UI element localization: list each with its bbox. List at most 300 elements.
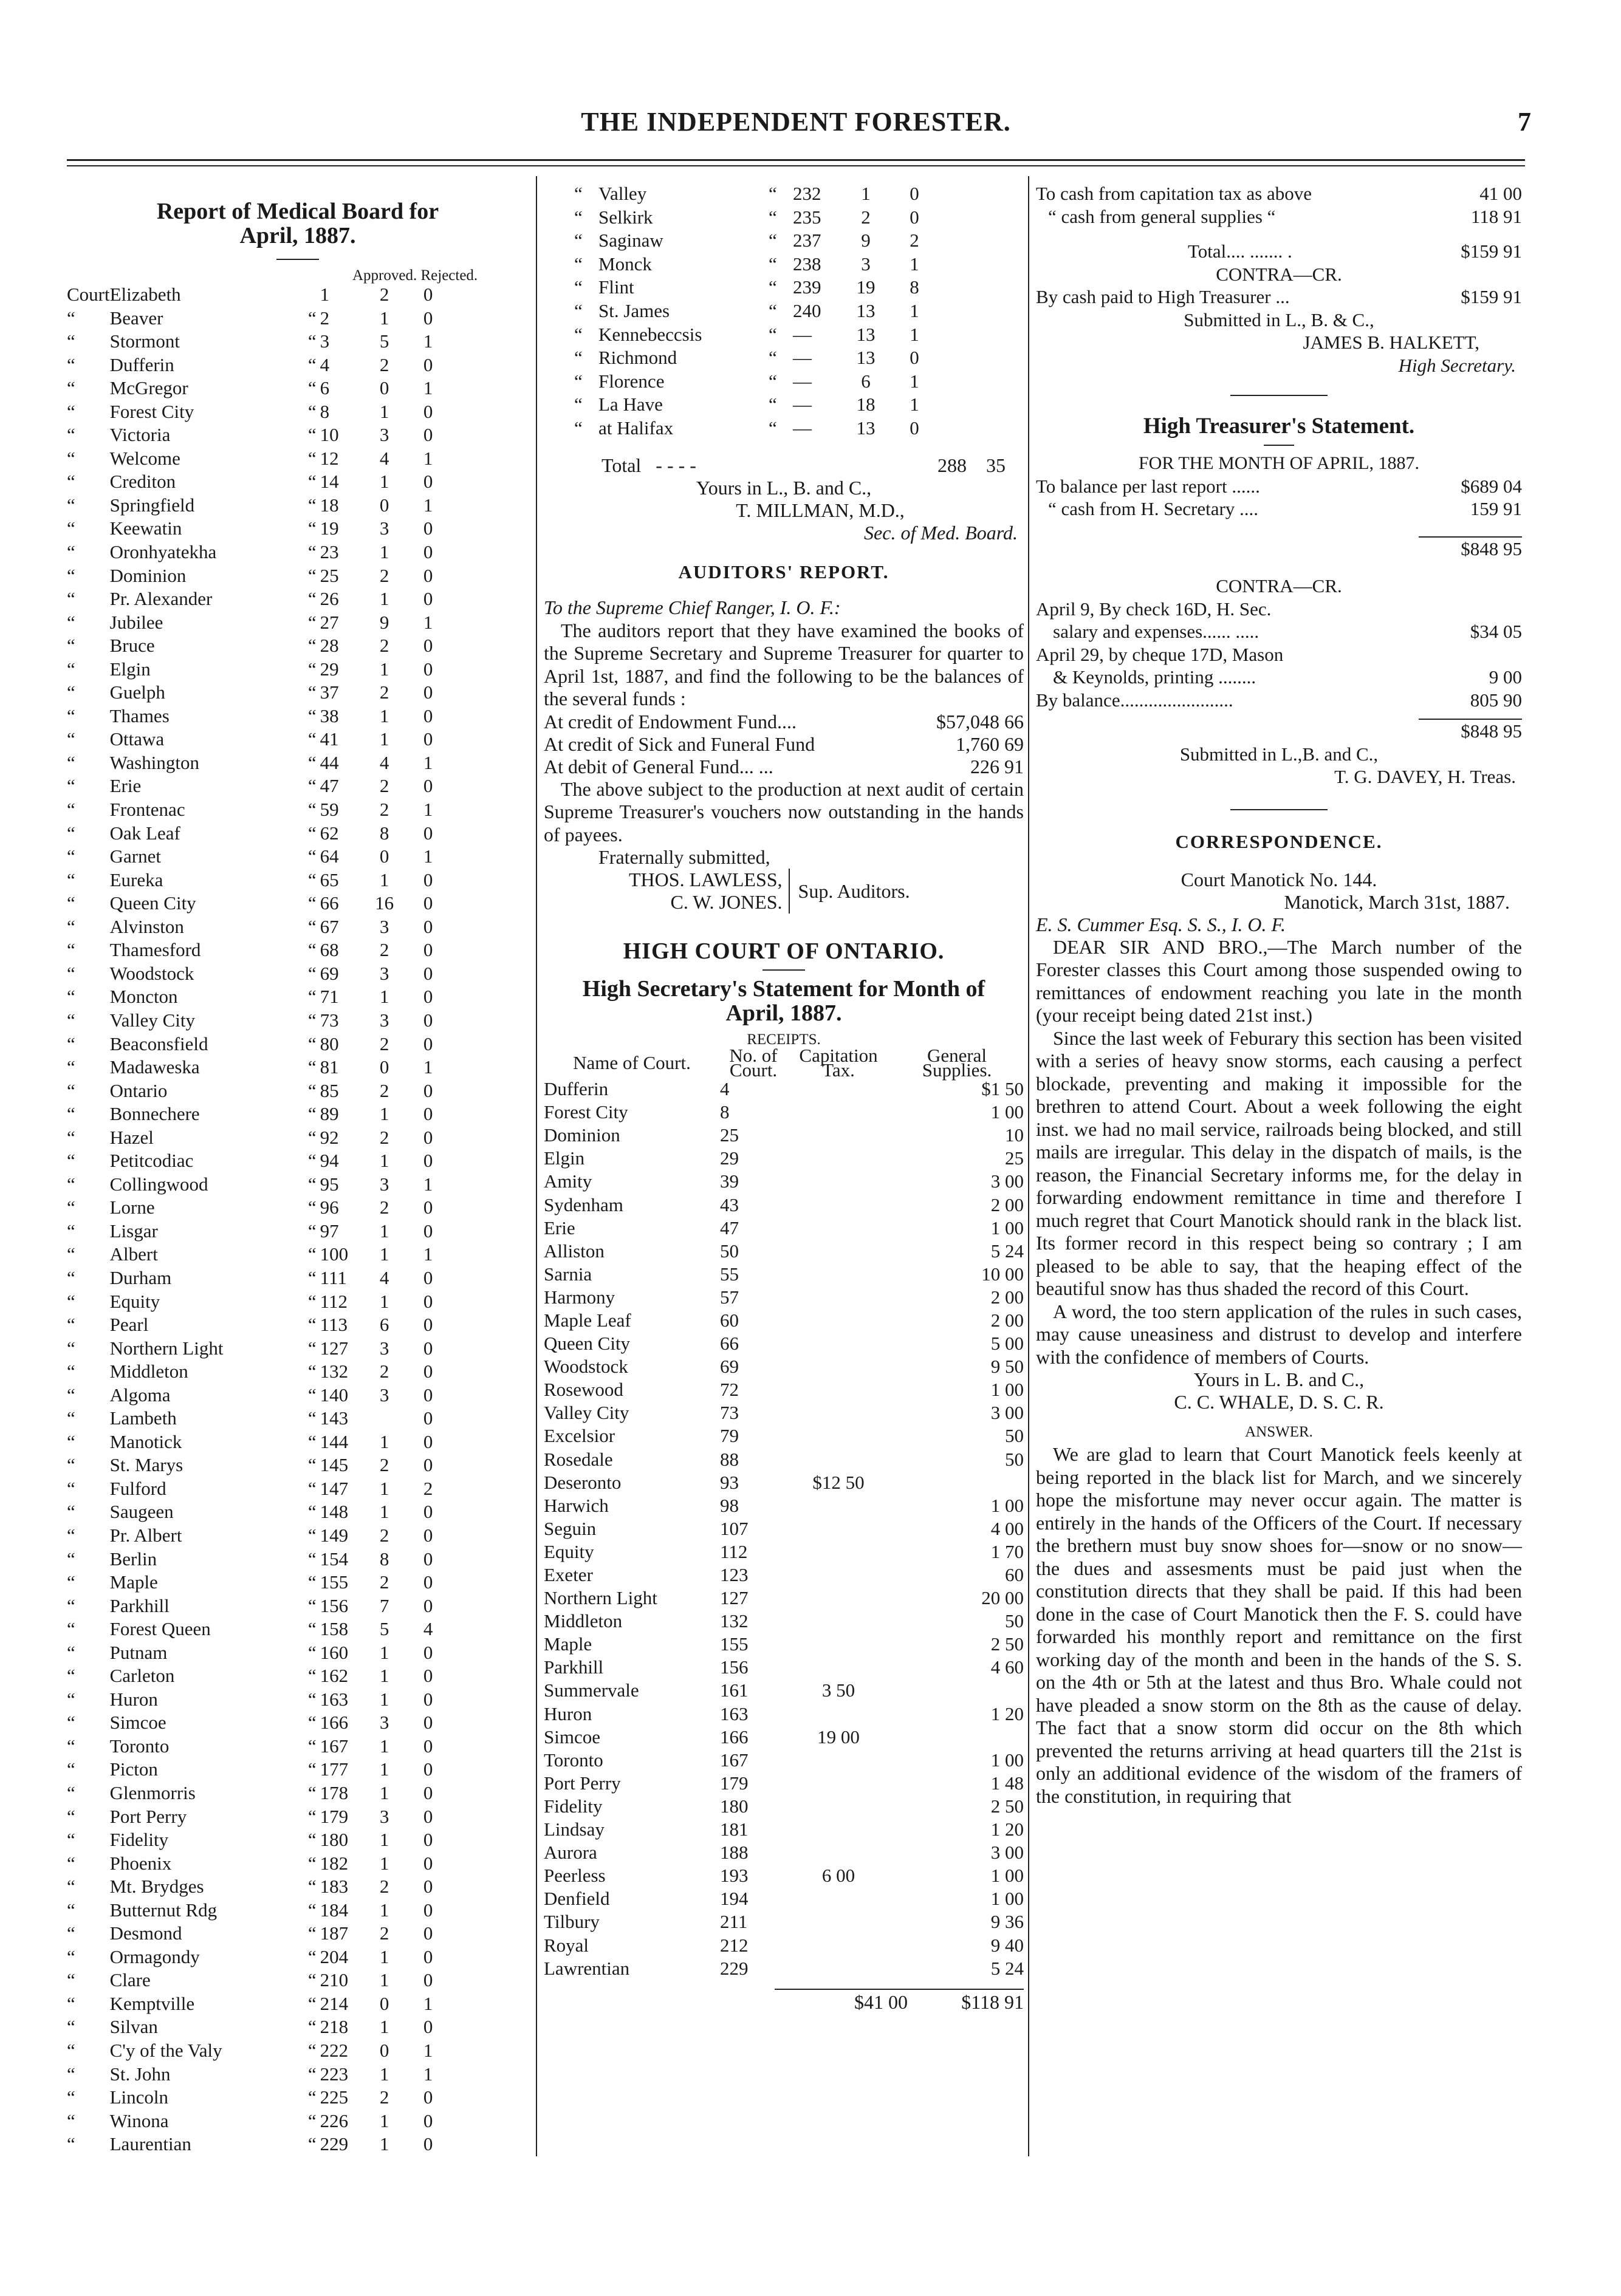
court-name: Valley City: [544, 1402, 629, 1424]
ditto-mark: “: [307, 1712, 317, 1734]
court-name: Beaver: [109, 307, 163, 329]
letter-recipient: E. S. Cummer Esq. S. S., I. O. F.: [1036, 913, 1286, 935]
ditto-mark: “: [307, 1899, 317, 1921]
court-name: Middleton: [109, 1361, 188, 1382]
ditto-mark: “: [574, 394, 583, 415]
court-number: 148: [320, 1501, 349, 1523]
court-name: Woodstock: [109, 962, 194, 984]
capitation-amount: [787, 1910, 890, 1933]
ditto-mark: “: [67, 658, 75, 680]
approved-count: 2: [379, 1197, 389, 1218]
court-number: 93: [720, 1471, 739, 1493]
rejected-count: 1: [423, 330, 433, 352]
capitation-amount: [787, 1378, 890, 1401]
approved-count: 9: [861, 230, 871, 251]
court-number: 161: [720, 1679, 749, 1701]
approved-count: 1: [379, 1501, 389, 1523]
court-name: Summervale: [544, 1679, 639, 1701]
general-amount: 1 00: [990, 1749, 1024, 1771]
ditto-mark: “: [67, 1243, 75, 1265]
court-name: Forest City: [544, 1101, 628, 1123]
ditto-mark: “: [67, 330, 75, 352]
approved-count: 2: [379, 564, 389, 586]
court-name: C'y of the Valy: [109, 2040, 222, 2062]
court-name: Keewatin: [109, 518, 182, 539]
table-row: [574, 253, 939, 276]
court-name: Ottawa: [109, 728, 165, 750]
table-row: [544, 1587, 1024, 1610]
rejected-count: 0: [423, 1688, 433, 1710]
receipts-label: RECEIPTS.: [747, 1031, 821, 1048]
capitation-amount: [787, 1494, 890, 1517]
table-row: [67, 2039, 450, 2063]
court-number: 111: [320, 1266, 347, 1288]
approved-count: 1: [379, 1641, 389, 1663]
court-name: Valley: [598, 183, 647, 204]
ditto-mark: “: [574, 299, 583, 321]
court-name: Welcome: [109, 447, 180, 469]
table-row: [67, 2133, 450, 2156]
table-row: [67, 962, 450, 986]
approved-count: 2: [379, 354, 389, 375]
approved-count: 2: [379, 799, 389, 821]
general-amount: 2 00: [990, 1286, 1024, 1308]
court-name: Forest Queen: [109, 1618, 211, 1640]
general-amount: 1 70: [990, 1540, 1024, 1562]
ditto-mark: “: [307, 1805, 317, 1827]
general-amount: 1 48: [990, 1772, 1024, 1794]
table-row: [67, 400, 450, 424]
ditto-mark: “: [307, 1009, 317, 1031]
ditto-mark: “: [67, 1079, 75, 1101]
court-number: 47: [720, 1217, 739, 1239]
table-row: [67, 985, 450, 1009]
general-amount: 1 00: [990, 1865, 1024, 1887]
capitation-amount: [787, 1286, 890, 1309]
ditto-mark: “: [307, 1571, 317, 1593]
court-number: 166: [320, 1712, 349, 1734]
ditto-mark: “: [769, 230, 777, 251]
receipts-table: [544, 1045, 1024, 1980]
balance-amount: 226 91: [970, 755, 1024, 777]
court-name: Maple Leaf: [544, 1309, 631, 1331]
court-number: 210: [320, 1969, 349, 1991]
court-name: Albert: [109, 1243, 158, 1265]
table-row: [67, 1009, 450, 1033]
column-headings: Approved. Rejected.: [352, 267, 478, 284]
court-number: —: [793, 417, 812, 439]
court-number: 95: [320, 1173, 339, 1195]
ditto-mark: “: [574, 253, 583, 275]
ditto-mark: “: [67, 1992, 75, 2014]
court-number: 43: [720, 1194, 739, 1215]
court-name: McGregor: [109, 377, 188, 399]
letter-paragraph-1: DEAR SIR AND BRO.,—The March number of the Forester classes this Court among those suspended owing to remittances of endowment reaching you late in the month (your receipt being dated 21st inst.): [1036, 935, 1522, 1026]
approved-count: 1: [379, 1665, 389, 1687]
court-number: —: [793, 347, 812, 369]
ditto-mark: “: [307, 1220, 317, 1242]
ditto-mark: “: [67, 2016, 75, 2038]
approved-count: 3: [861, 253, 871, 275]
approved-count: 19: [856, 276, 876, 298]
general-amount: 3 00: [990, 1842, 1024, 1864]
table-row: [544, 1957, 1024, 1980]
court-number: 212: [720, 1934, 749, 1956]
capitation-amount: [787, 1703, 890, 1726]
court-number: 240: [793, 299, 821, 321]
ditto-mark: “: [769, 323, 777, 345]
ditto-mark: “: [67, 1641, 75, 1663]
capitation-amount: [787, 1217, 890, 1240]
court-number: 25: [320, 564, 339, 586]
approved-count: 1: [379, 1899, 389, 1921]
ditto-mark: “: [307, 775, 317, 797]
auditors-salutation: To the Supreme Chief Ranger, I. O. F.:: [544, 596, 841, 618]
table-row: [67, 307, 450, 330]
ditto-mark: “: [307, 307, 317, 329]
court-number: 55: [720, 1263, 739, 1285]
ditto-mark: “: [307, 1430, 317, 1452]
court-name: Fidelity: [109, 1829, 169, 1851]
capitation-amount: [787, 1656, 890, 1679]
separator: [276, 259, 319, 260]
rejected-count: 0: [423, 1946, 433, 1967]
table-row: [67, 2063, 450, 2086]
ditto-mark: “: [67, 1501, 75, 1523]
capitation-amount: [787, 1540, 890, 1563]
rejected-count: 0: [423, 682, 433, 703]
court-number: 183: [320, 1876, 349, 1898]
approved-count: 1: [379, 1758, 389, 1780]
ditto-mark: “: [307, 751, 317, 773]
court-number: 163: [720, 1703, 749, 1724]
court-number: 127: [320, 1337, 349, 1359]
court-name: Clare: [109, 1969, 151, 1991]
approved-count: 13: [856, 417, 876, 439]
treasurer-account: FOR THE MONTH OF APRIL, 1887. To balance per last report ...... $689 04 “ cash from H. Secretary .... 159 91 $848 95 CONTRA—CR. April 9, By check 16D, H. Sec. salary and expenses...... ..... $34 05 April 29, by cheque 17D, Mason & Keynolds, printing ........ 9 00 By balance........................ 805 90 $848 95 Submitted in L.,B. and C., T. G. DAVEY, H. Treas.: [1036, 453, 1522, 787]
rejected-count: 0: [423, 1009, 433, 1031]
court-number: 10: [320, 424, 339, 446]
court-number: —: [793, 370, 812, 392]
rejected-count: 0: [423, 1033, 433, 1054]
court-name: Excelsior: [544, 1425, 615, 1447]
table-row: [67, 728, 450, 751]
court-number: 98: [720, 1494, 739, 1516]
approved-count: 8: [379, 822, 389, 844]
rejected-count: 0: [423, 541, 433, 563]
ditto-mark: “: [574, 230, 583, 251]
court-name: Ormagondy: [109, 1946, 200, 1967]
ditto-mark: “: [67, 2086, 75, 2108]
capitation-amount: [787, 1448, 890, 1471]
ditto-mark: “: [67, 1056, 75, 1078]
court-name: Flint: [598, 276, 634, 298]
ditto-mark: “: [307, 986, 317, 1008]
capitation-amount: [787, 1309, 890, 1332]
court-name: Queen City: [109, 892, 196, 914]
court-name: Ontario: [109, 1079, 168, 1101]
rejected-count: 1: [423, 1056, 433, 1078]
court-number: 97: [320, 1220, 339, 1242]
table-row: [67, 2086, 450, 2110]
general-amount: 25: [1005, 1147, 1024, 1169]
ditto-mark: “: [67, 939, 75, 961]
court-number: 178: [320, 1782, 349, 1803]
court-number: 57: [720, 1286, 739, 1308]
table-row: [67, 751, 450, 775]
table-row: [67, 1126, 450, 1150]
ditto-mark: “: [307, 1735, 317, 1757]
approved-count: 1: [379, 728, 389, 750]
table-row: [67, 1688, 450, 1712]
ditto-mark: “: [307, 635, 317, 657]
auditors-heading: AUDITORS' REPORT.: [678, 561, 889, 583]
rejected-count: 0: [423, 775, 433, 797]
court-name: Deseronto: [544, 1471, 622, 1493]
table-row: [574, 276, 939, 299]
col-name-heading: Name of Court.: [573, 1052, 691, 1074]
court-name: Winona: [109, 2110, 169, 2131]
table-row: [544, 1263, 1024, 1286]
court-name: Huron: [544, 1703, 592, 1724]
approved-count: 3: [379, 1173, 389, 1195]
capitation-amount: [787, 1517, 890, 1540]
approved-count: 2: [379, 1361, 389, 1382]
ditto-mark: “: [67, 869, 75, 890]
ditto-mark: “: [307, 1594, 317, 1616]
table-row: [544, 1517, 1024, 1540]
ditto-mark: “: [67, 354, 75, 375]
general-amount: 2 00: [990, 1194, 1024, 1215]
court-number: 26: [320, 588, 339, 610]
capitation-amount: [787, 1147, 890, 1170]
table-row: [67, 1056, 450, 1079]
court-number: 149: [320, 1524, 349, 1546]
approved-count: 6: [861, 370, 871, 392]
approved-count: 1: [379, 2016, 389, 2038]
table-row: [544, 1494, 1024, 1517]
court-name: Port Perry: [544, 1772, 621, 1794]
court-name: Saugeen: [109, 1501, 174, 1523]
rejected-count: 1: [910, 323, 919, 345]
court-number: —: [793, 394, 812, 415]
approved-count: 2: [379, 1571, 389, 1593]
table-row: [544, 1772, 1024, 1795]
rejected-count: 0: [423, 1594, 433, 1616]
court-name: Lincoln: [109, 2086, 169, 2108]
rejected-count: 1: [423, 377, 433, 399]
court-name: Stormont: [109, 330, 180, 352]
header-rule-2: [67, 165, 1525, 166]
table-row: [544, 1795, 1024, 1818]
approved-count: [363, 1407, 406, 1430]
table-row: [544, 1217, 1024, 1240]
answer-body: We are glad to learn that Court Manotick feels keenly at being reported in the black list for March, and we sincerely hope the misfortune may never occur again. The matter is entirely in the hands of the Officers of the Court. If necessary the brethern must buy snow shoes for—snow or no snow—the dues and assesments must be paid just when the constitution directs that they shall be paid. If this had been done in the case of Court Manotick then the F. S. could have forwarded his monthly report and remittance on the first working day of the month and been in the hands of the S. S. on the 4th or 5th at the latest and thus Bro. Whale could not have pleaded a snow storm on the 8th as the cause of delay. The fact that a snow storm did occur on the 8th which prevented the returns arriving at head quarters till the 21st is only an additional evidence of the wisdom of the framers of the constitution, in requiring that: [1036, 1443, 1522, 1807]
approved-count: 1: [379, 1477, 389, 1499]
table-row: [67, 1922, 450, 1946]
rejected-count: 0: [423, 588, 433, 610]
table-row: [544, 1378, 1024, 1401]
table-row: [544, 1147, 1024, 1170]
rejected-count: 0: [423, 1103, 433, 1125]
ditto-mark: “: [67, 1126, 75, 1148]
court-number: 2: [320, 307, 330, 329]
table-row: [67, 1430, 450, 1454]
approved-count: 5: [379, 330, 389, 352]
court-number: 112: [320, 1290, 348, 1312]
court-name: Pearl: [109, 1314, 149, 1336]
table-row: [574, 299, 939, 323]
approved-count: 1: [379, 400, 389, 422]
rejected-count: 0: [423, 564, 433, 586]
capitation-amount: [787, 1841, 890, 1864]
table-row: [67, 1828, 450, 1852]
ditto-mark: “: [307, 1454, 317, 1476]
ditto-mark: “: [307, 1524, 317, 1546]
table-row: [67, 1805, 450, 1829]
court-name: Queen City: [544, 1333, 631, 1355]
rejected-count: 0: [423, 1150, 433, 1172]
table-row: [67, 1852, 450, 1876]
court-number: 143: [320, 1407, 349, 1429]
ditto-mark: “: [307, 400, 317, 422]
ditto-mark: “: [307, 1969, 317, 1991]
court-name: Lindsay: [544, 1819, 605, 1840]
table-row: [544, 1864, 1024, 1887]
table-row: [67, 1220, 450, 1243]
ditto-mark: “: [67, 1361, 75, 1382]
court-number: 226: [320, 2110, 349, 2131]
table-row: [574, 417, 939, 440]
court-name: Huron: [109, 1688, 158, 1710]
court-name: Bonnechere: [109, 1103, 200, 1125]
rejected-count: 0: [423, 1266, 433, 1288]
ditto-mark: “: [67, 400, 75, 422]
court-name: Tilbury: [544, 1911, 600, 1933]
ditto-mark: “: [307, 846, 317, 867]
rejected-count: 0: [423, 1407, 433, 1429]
rejected-count: 1: [423, 1173, 433, 1195]
court-name: Royal: [544, 1934, 589, 1956]
court-name: Frontenac: [109, 799, 185, 821]
capitation-amount: [787, 1934, 890, 1957]
court-name: Oronhyatekha: [109, 541, 217, 563]
general-amount: 4 00: [990, 1517, 1024, 1539]
ditto-mark: “: [307, 1829, 317, 1851]
ditto-mark: “: [67, 1524, 75, 1546]
rejected-count: 0: [910, 206, 919, 228]
table-row: [67, 798, 450, 822]
general-amount: 4 60: [990, 1656, 1024, 1678]
court-name: Victoria: [109, 424, 171, 446]
court-number: 37: [320, 682, 339, 703]
capitation-amount: [787, 1563, 890, 1587]
ditto-mark: “: [307, 1103, 317, 1125]
auditors-body: The auditors report that they have examined the books of the Supreme Secretary and Supreme Treasurer for quarter to April 1st, 1887, and find the following to be the balances of the several funds :: [544, 619, 1024, 710]
rejected-count: 0: [423, 1829, 433, 1851]
ditto-mark: “: [67, 494, 75, 516]
table-row: [544, 1286, 1024, 1309]
approved-count: 1: [379, 1103, 389, 1125]
court-number: 8: [320, 400, 330, 422]
rejected-count: 0: [423, 1454, 433, 1476]
court-name: Picton: [109, 1758, 158, 1780]
table-row: [544, 1101, 1024, 1124]
ditto-mark: “: [307, 1314, 317, 1336]
ditto-mark: “: [307, 799, 317, 821]
approved-count: 1: [379, 1150, 389, 1172]
rejected-count: 1: [423, 611, 433, 633]
court-name: Port Perry: [109, 1805, 187, 1827]
court-name: Silvan: [109, 2016, 158, 2038]
ditto-mark: “: [67, 1735, 75, 1757]
court-number: 66: [320, 892, 339, 914]
ditto-mark: “: [307, 822, 317, 844]
court-name: Crediton: [109, 471, 176, 493]
table-row: [574, 229, 939, 253]
ditto-mark: “: [67, 471, 75, 493]
table-row: [544, 1355, 1024, 1378]
table-row: [67, 587, 450, 611]
table-row: [544, 1078, 1024, 1101]
middle-column: [544, 182, 1024, 2014]
table-row: [67, 517, 450, 541]
rejected-count: 8: [910, 276, 919, 298]
court-name: Equity: [544, 1540, 594, 1562]
approved-count: 0: [379, 2040, 389, 2062]
court-name: Putnam: [109, 1641, 168, 1663]
court-number: 69: [320, 962, 339, 984]
separator: [1230, 809, 1328, 810]
approved-count: 3: [379, 1384, 389, 1406]
rejected-count: 0: [423, 728, 433, 750]
rejected-count: 0: [423, 1430, 433, 1452]
ditto-mark: “: [67, 915, 75, 937]
capitation-amount: [787, 1355, 890, 1378]
ditto-mark: “: [307, 705, 317, 726]
general-amount: 1 00: [990, 1379, 1024, 1401]
court-number: 156: [320, 1594, 349, 1616]
rejected-count: 0: [423, 1571, 433, 1593]
ditto-mark: “: [307, 682, 317, 703]
rejected-count: 0: [423, 1852, 433, 1874]
general-amount: 5 24: [990, 1240, 1024, 1262]
table-row: [67, 611, 450, 635]
court-name: Selkirk: [598, 206, 653, 228]
general-amount: 20 00: [981, 1587, 1024, 1609]
table-row: [544, 1610, 1024, 1633]
balance-line: [544, 756, 1024, 778]
approved-count: 1: [861, 183, 871, 204]
approved-count: 13: [856, 347, 876, 369]
balance-line: [544, 711, 1024, 733]
court-name: Elgin: [544, 1147, 585, 1169]
rejected-count: 1: [910, 370, 919, 392]
court-name: Rosedale: [544, 1448, 613, 1470]
ditto-mark: “: [67, 1197, 75, 1218]
table-row: [67, 377, 450, 400]
court-name: Richmond: [598, 347, 677, 369]
ditto-mark: “: [307, 1407, 317, 1429]
ditto-mark: “: [307, 330, 317, 352]
court-name: Rosewood: [544, 1379, 623, 1401]
court-name: Florence: [598, 370, 665, 392]
table-row: [574, 393, 939, 417]
approved-count: 7: [379, 1594, 389, 1616]
medical-board-title: Report of Medical Board for April, 1887.: [156, 199, 439, 248]
rejected-count: 0: [423, 1501, 433, 1523]
court-name: Maple: [109, 1571, 158, 1593]
